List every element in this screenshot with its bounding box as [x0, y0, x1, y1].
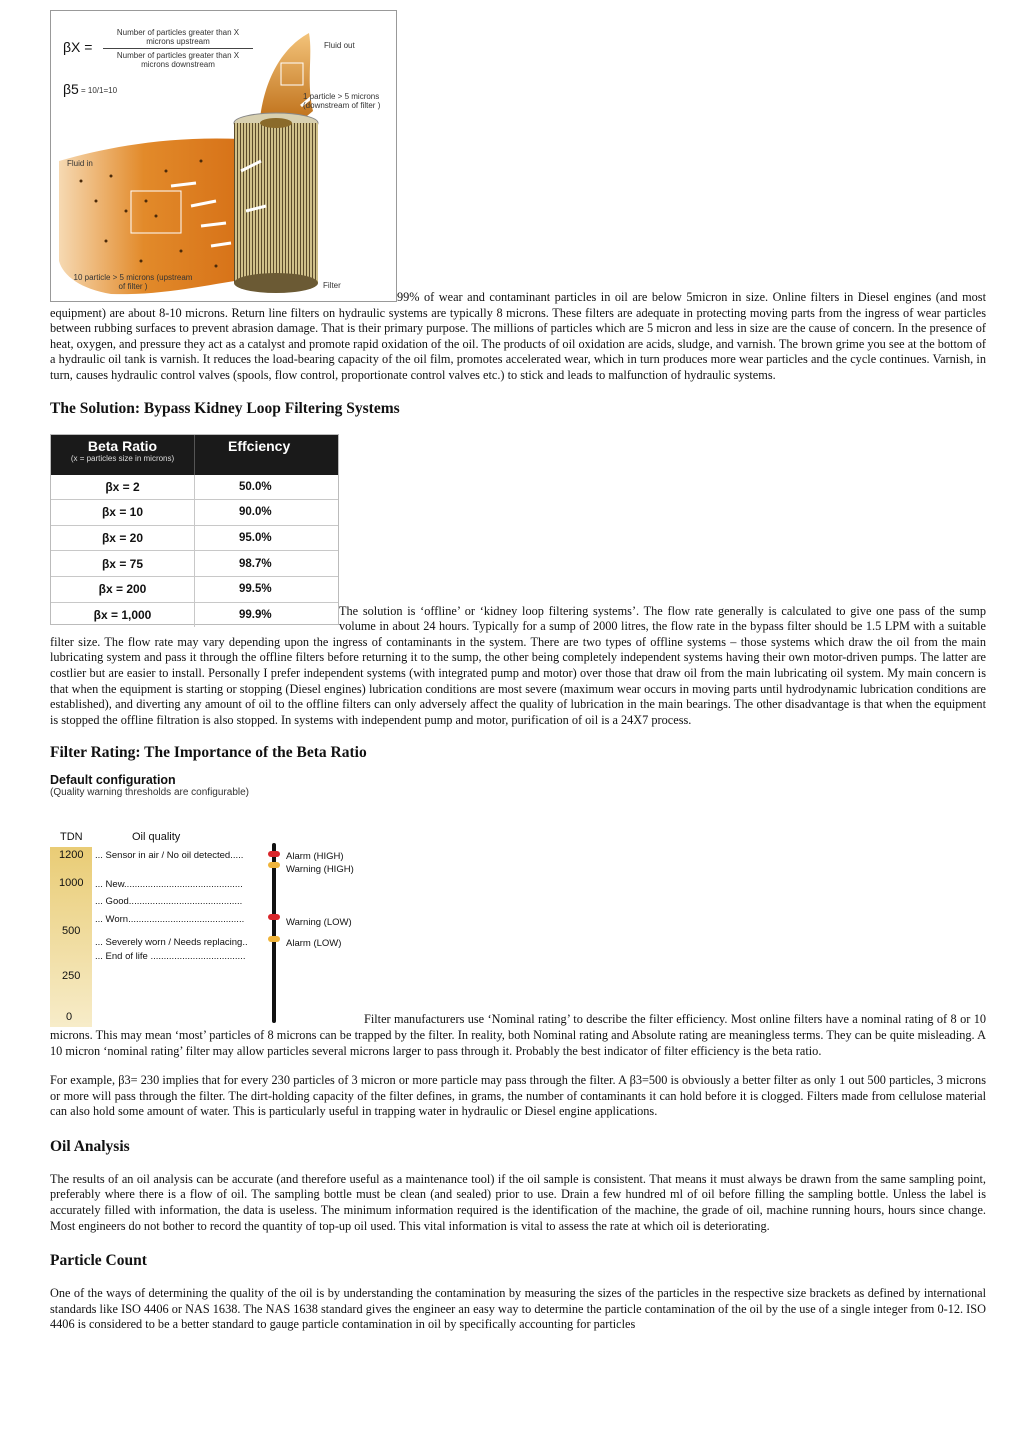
warning-low-marker	[268, 914, 280, 920]
figure-title: Default configuration	[50, 773, 176, 788]
paragraph-wear-particles: 99% of wear and contaminant particles in oil are below 5micron in size. Online filters in Diesel engines (and most equipment) are about 8-10 microns. Return line filters on hydraulic systems are typically 8 microns. These filters are adequate in protecting moving parts from the ingress of wear particles between rubbing surfaces to prevent abrasion damage. That is their primary purpose. The millions of particles which are 5 micron and less in size are the cause of concern. In the presence of heat, oxygen, and pressure they act as a catalyst and promote rapid oxidation of the oil. The products of oil oxidation are acids, sludge, and varnish. The brown grime you see at the bottom of a hydraulic oil tank is varnish. It reduces the load-bearing capacity of the oil film, promotes accelerated wear, which in turn produces more wear particles and the cycle continues. Varnish, in turn, causes hydraulic control valves (spools, flow control, proportionate control valves etc.) to stick and leads to malfunction of hydraulic systems.	[50, 290, 986, 382]
figure-subtitle: (Quality warning thresholds are configurable)	[50, 787, 249, 799]
beta5-value: = 10/1=10	[81, 86, 118, 95]
quality-label: ... Severely worn / Needs replacing..	[95, 937, 248, 949]
alarm-high-marker	[268, 851, 280, 857]
tdn-gauge-bar	[50, 847, 92, 1027]
table-row: βx = 200 99.5%	[51, 576, 338, 602]
formula-divider	[103, 48, 253, 49]
paragraph-nominal-rating: Filter manufacturers use ‘Nominal rating’ to describe the filter efficiency. Most online filters have a nominal rating of 8 or 10 microns. This may mean ‘most’ particles of 8 microns can be trapped by the filter. In reality, both Nominal rating and Absolute rating are meaningless terms. They can be quite misleading. A 10 micron ‘nominal rating’ filter may allow particles several microns larger to pass through it. Probably the best indicator of filter efficiency is the beta ratio.	[50, 1012, 986, 1058]
table-row: βx = 10 90.0%	[51, 500, 338, 526]
quality-label: ... Sensor in air / No oil detected.....	[95, 850, 244, 862]
oil-quality-header: Oil quality	[132, 831, 181, 844]
filter-beta-figure	[50, 10, 397, 302]
fluid-in-label: Fluid in	[67, 159, 93, 168]
heading-bypass-kidney-loop: The Solution: Bypass Kidney Loop Filtering Systems	[50, 399, 400, 417]
tdn-value: 1000	[59, 877, 84, 890]
downstream-label: 1 particle > 5 microns (downstream of filter )	[303, 92, 381, 110]
tdn-value: 1200	[59, 849, 84, 862]
quality-label: ... End of life ....................................	[95, 951, 246, 963]
warning-high-label: Warning (HIGH)	[286, 864, 354, 876]
formula-numerator: Number of particles greater than X microns upstream	[116, 28, 240, 46]
tdn-value: 0	[66, 1011, 73, 1024]
quality-label: ... Worn............................................	[95, 914, 245, 926]
table-row: βx = 1,000 99.9%	[51, 602, 338, 627]
threshold-scale-line	[272, 843, 276, 1023]
beta-ratio-table	[51, 435, 338, 628]
heading-oil-analysis: Oil Analysis	[50, 1137, 130, 1155]
col-header-efficiency: Effciency	[195, 435, 339, 475]
quality-label: ... Good...........................................	[95, 896, 243, 908]
paragraph-beta-example: For example, β3= 230 implies that for every 230 particles of 3 micron or more particle may pass through the filter. A β3=500 is obviously a better filter as only 1 out 500 particles, 3 microns or more will pass through the filter. The dirt-holding capacity of the filter defines, in grams, the number of contaminants it can hold before it is clogged. Filters made from cellulose material can also hold some amount of water. This is particularly useful in trapping water in hydraulic or Diesel engine applications.	[50, 1073, 986, 1119]
paragraph-particle-count: One of the ways of determining the quality of the oil is by understanding the contamination by measuring the sizes of the particles in the respective size brackets as defined by international standards like ISO 4406 or NAS 1638. The NAS 1638 standard gives the engineer an easy way to determine the particle contamination of the oil by the use of a single integer from 0-12. ISO 4406 is considered to be a better standard to gauge particle contamination in oil by specifically accounting for particles	[50, 1286, 986, 1332]
tdn-header: TDN	[60, 831, 83, 844]
warning-low-label: Warning (LOW)	[286, 917, 352, 929]
warning-high-marker	[268, 862, 280, 868]
document-page	[50, 10, 986, 1333]
quality-label: ... New.............................................	[95, 879, 243, 891]
tdn-value: 250	[62, 970, 81, 983]
paragraph-oil-analysis: The results of an oil analysis can be accurate (and therefore useful as a maintenance tool) if the oil sample is consistent. That means it must always be drawn from the same sampling point, preferably where there is a flow of oil. The sampling bottle must be clean (and sealed) prior to use. Drain a few hundred ml of oil before filling the sampling bottle. Unless the label is accurately filled with information, the data is useless. The minimum information required is the identification of the machine, the grade of oil, machine running hours, hours since change. Most engineers do not bother to record the quantity of top-up oil used. This vital information is vital to assess the rate at which oil is deteriorating.	[50, 1171, 986, 1233]
tdn-value: 500	[62, 925, 81, 938]
alarm-high-label: Alarm (HIGH)	[286, 851, 344, 863]
beta5-label: β5	[63, 81, 79, 97]
formula-denominator: Number of particles greater than X microns downstream	[116, 51, 240, 69]
upstream-label: 10 particle > 5 microns (upstream of filter )	[73, 273, 193, 291]
table-row: βx = 2 50.0%	[51, 475, 338, 500]
paragraph-offline-filtering: The solution is ‘offline’ or ‘kidney loop filtering systems’. The flow rate generally is calculated to give one pass of the sump volume in about 24 hours. Typically for a sump of 2000 litres, the flow rate in the bypass filter should be 1.5 LPM with a suitable filter size. The flow rate may vary depending upon the ingress of contaminants in the system. There are two types of offline systems – those systems which draw the oil from the main lubricating system and pass it through the offline filters before returning it to the sump, the other being completely independent systems having their own motor-driven pumps. The latter are costlier but are easier to install. Personally I prefer independent systems (with integrated pump and motor) over those that draw oil from the main lubricating oil system. My main concern is that when the equipment is starting or stopping (Diesel engines) lubrication conditions are most severe (maximum wear occurs in moving parts until hydrodynamic lubrication conditions are established), and diverting any amount of oil to the offline filters can only adversely affect the quality of lubrication in the main bearings. The other disadvantage is that when the equipment is stopped the offline filtration is also stopped. In systems with independent pump and motor, purification of oil is a 24X7 process.	[50, 603, 986, 727]
alarm-low-marker	[268, 936, 280, 942]
col-header-beta-ratio: Beta Ratio (x = particles size in microns)	[51, 435, 195, 475]
filter-label: Filter	[323, 281, 341, 290]
oil-quality-figure	[50, 773, 364, 1027]
alarm-low-label: Alarm (LOW)	[286, 938, 342, 950]
heading-filter-rating: Filter Rating: The Importance of the Beta Ratio	[50, 744, 367, 762]
beta-ratio-figure	[50, 434, 339, 625]
heading-particle-count: Particle Count	[50, 1252, 147, 1270]
fluid-out-label: Fluid out	[324, 41, 355, 50]
beta-x-label: βX =	[63, 39, 93, 55]
table-row: βx = 20 95.0%	[51, 525, 338, 551]
table-row: βx = 75 98.7%	[51, 551, 338, 577]
